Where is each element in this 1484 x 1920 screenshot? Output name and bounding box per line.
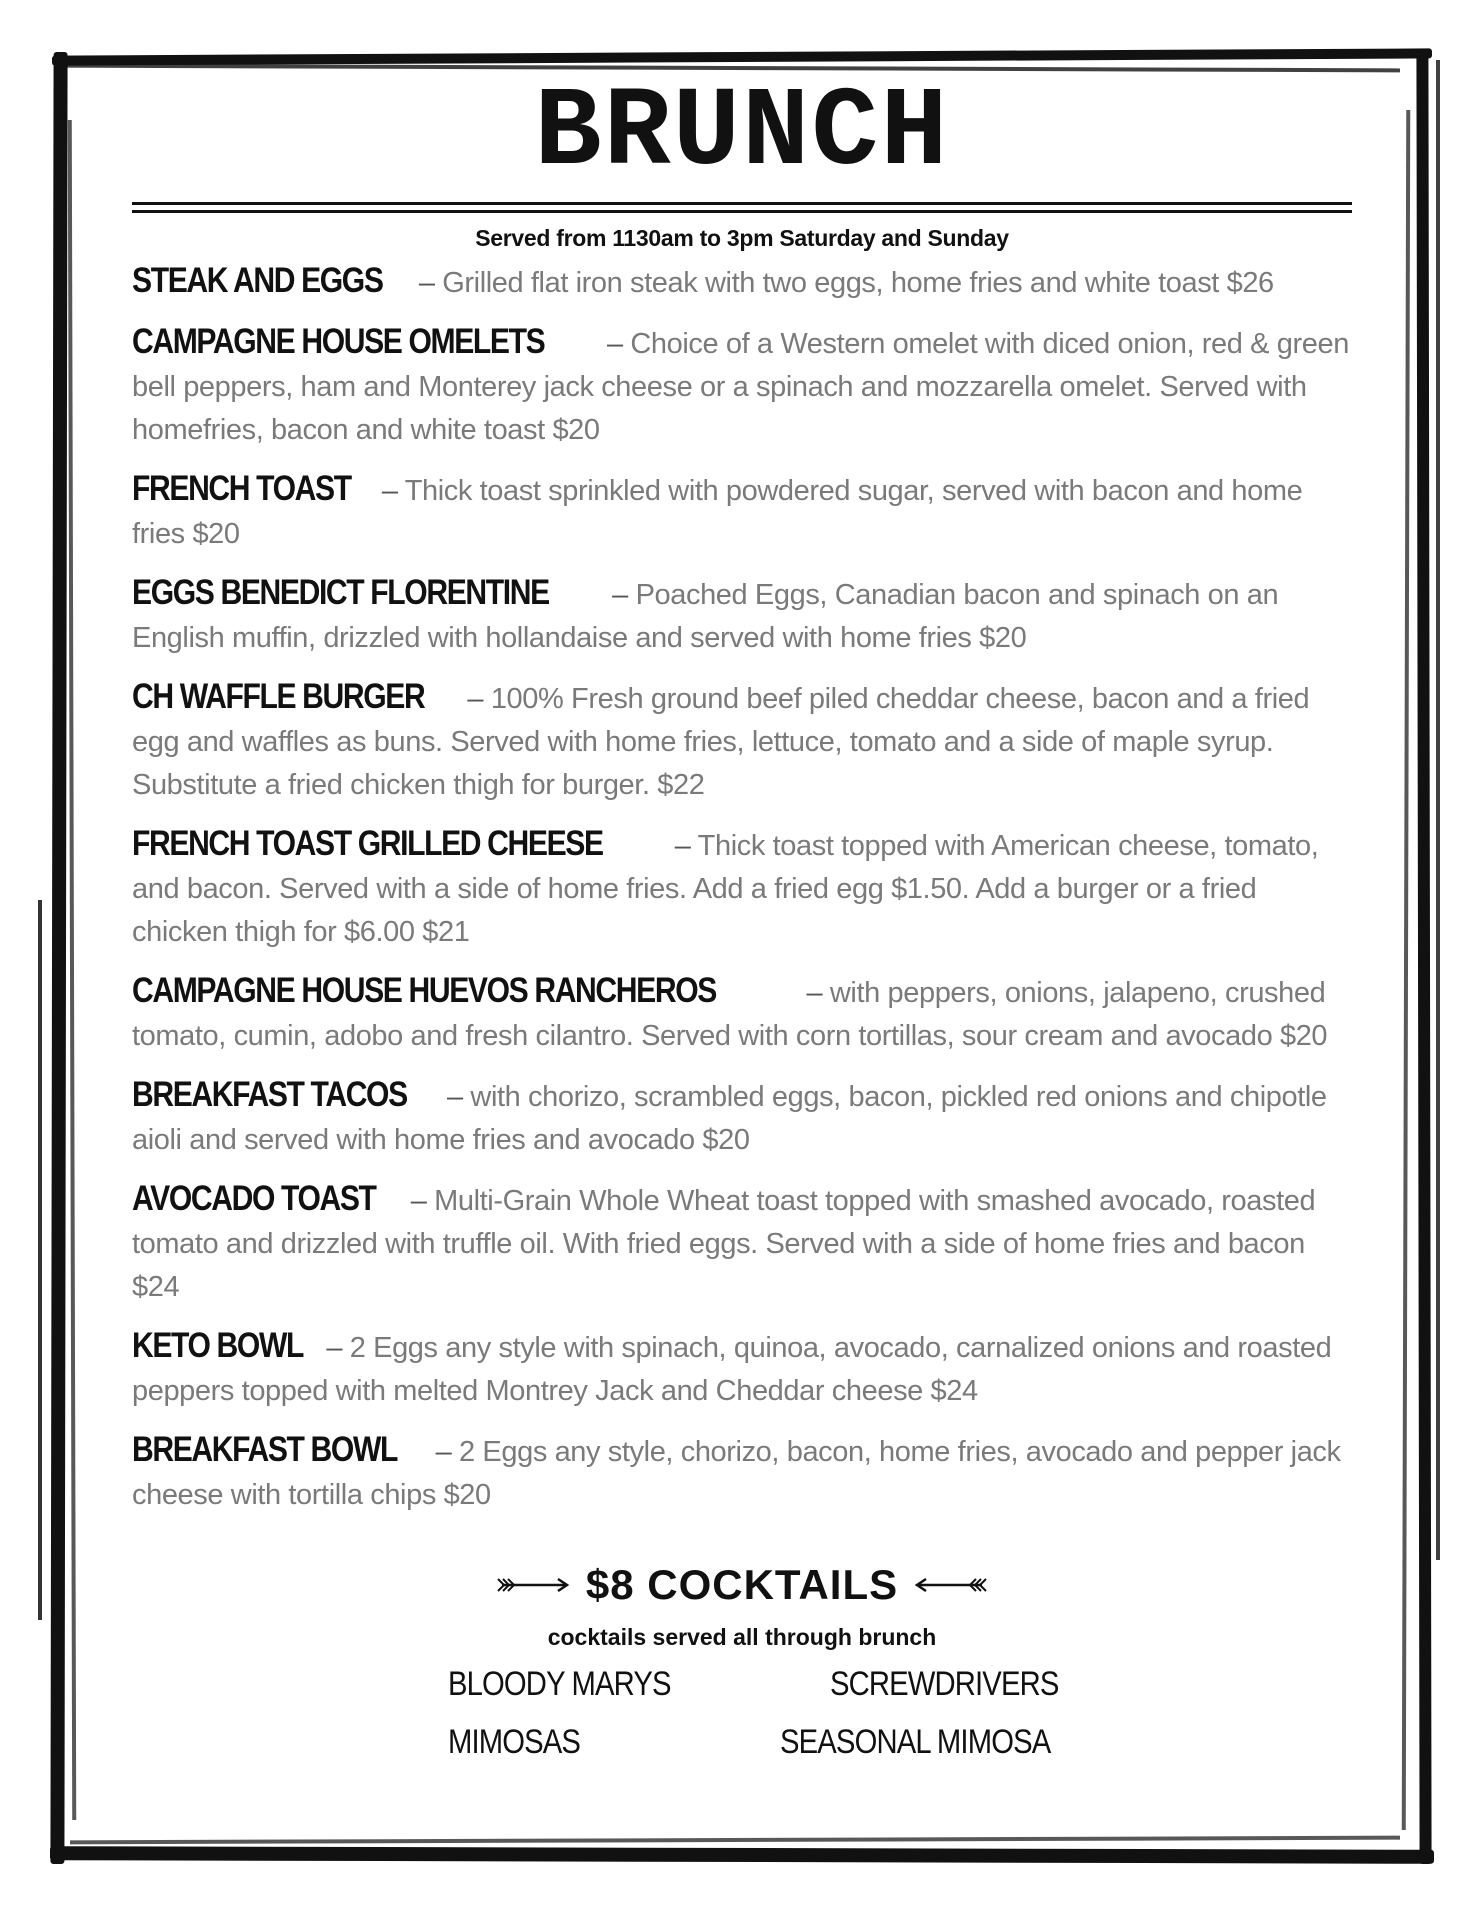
cocktails-section <box>132 1557 1352 1785</box>
item-description: 100% Fresh ground beef piled cheddar cheese, bacon and a fried egg and waffles as buns. Served with home fries, lettuce, tomato and a side of maple syrup. Substitute a fried chicken thigh for burger. $22 <box>132 683 1310 801</box>
item-name: EGGS BENEDICT FLORENTINE <box>132 573 549 612</box>
cocktails-subtitle: cocktails served all through brunch <box>547 1624 937 1650</box>
item-description: Choice of a Western omelet with diced onion, red & green bell peppers, ham and Monterey jack cheese or a spinach and mozzarella omelet. Served with homefries, bacon and white toast $20 <box>132 328 1349 446</box>
item-name: BREAKFAST BOWL <box>132 1430 398 1469</box>
frame-border-right <box>1416 50 1431 1864</box>
menu-item <box>132 675 1352 807</box>
menu-items <box>132 259 1352 1517</box>
item-name: KETO BOWL <box>132 1326 304 1365</box>
item-description: Thick toast topped with American cheese, tomato, and bacon. Served with a side of home fries. Add a fried egg $1.50. Add a burger or a fried chicken thigh for $6.00 $21 <box>132 830 1319 948</box>
item-dash: – <box>674 830 691 862</box>
cocktails-list <box>132 1665 1352 1785</box>
item-dash: – <box>410 1185 427 1217</box>
item-dash: – <box>326 1332 343 1364</box>
frame-border-top <box>52 48 1432 65</box>
menu-item <box>132 259 1352 305</box>
item-description: Thick toast sprinkled with powdered sugar, served with bacon and home fries $20 <box>132 475 1303 550</box>
item-name: CAMPAGNE HOUSE HUEVOS RANCHEROS <box>132 971 716 1010</box>
menu-item <box>132 1073 1352 1162</box>
frame-border-bottom-inner <box>70 1836 1400 1845</box>
item-description: Grilled flat iron steak with two eggs, home fries and white toast $26 <box>442 267 1274 299</box>
frame-border-right-outer <box>1436 60 1440 1560</box>
item-dash: – <box>612 579 628 611</box>
frame-border-left-inner <box>68 120 76 1820</box>
menu-item <box>132 1177 1352 1309</box>
item-dash: – <box>447 1081 463 1113</box>
menu-item <box>132 969 1352 1058</box>
frame-border-left <box>50 52 67 1864</box>
item-name: FRENCH TOAST GRILLED CHEESE <box>132 824 603 863</box>
menu-content <box>132 70 1352 1785</box>
menu-item <box>132 1428 1352 1517</box>
menu-title: BRUNCH <box>534 70 950 197</box>
serving-hours: Served from 1130am to 3pm Saturday and Sunday <box>475 225 1009 251</box>
item-dash: – <box>418 267 435 299</box>
item-name: BREAKFAST TACOS <box>132 1075 407 1114</box>
cocktail-item: MIMOSAS <box>448 1723 581 1761</box>
item-name: FRENCH TOAST <box>132 469 351 508</box>
frame-border-bottom <box>50 1846 1434 1864</box>
item-description: 2 Eggs any style with spinach, quinoa, avocado, carnalized onions and roasted peppers topped with melted Montrey Jack and Cheddar cheese $24 <box>132 1332 1332 1407</box>
cocktail-item: BLOODY MARYS <box>448 1665 671 1703</box>
item-description: with peppers, onions, jalapeno, crushed tomato, cumin, adobo and fresh cilantro. Served with corn tortillas, sour cream and avocado $20 <box>132 977 1328 1052</box>
menu-item <box>132 320 1352 452</box>
menu-item <box>132 1324 1352 1413</box>
menu-item <box>132 571 1352 660</box>
item-description: Poached Eggs, Canadian bacon and spinach on an English muffin, drizzled with hollandaise and served with home fries $20 <box>132 579 1279 654</box>
frame-border-right-inner <box>1402 110 1411 1830</box>
menu-item <box>132 467 1352 556</box>
item-dash: – <box>381 475 398 507</box>
item-dash: – <box>606 328 623 360</box>
cocktail-item: SEASONAL MIMOSA <box>780 1723 1051 1761</box>
item-name: CAMPAGNE HOUSE OMELETS <box>132 322 545 361</box>
item-description: Multi-Grain Whole Wheat toast topped with smashed avocado, roasted tomato and drizzled with truffle oil. With fried eggs. Served with a side of home fries and bacon $24 <box>132 1185 1316 1303</box>
cocktails-header <box>132 1557 1352 1613</box>
item-dash: – <box>806 977 823 1009</box>
item-name: AVOCADO TOAST <box>132 1179 376 1218</box>
item-dash: – <box>435 1436 452 1468</box>
item-description: with chorizo, scrambled eggs, bacon, pickled red onions and chipotle aioli and served with home fries and avocado $20 <box>132 1081 1327 1156</box>
arrow-right-icon <box>496 1575 572 1595</box>
item-name: STEAK AND EGGS <box>132 261 383 300</box>
arrow-left-icon <box>912 1575 988 1595</box>
frame-border-left-outer <box>38 900 42 1620</box>
item-name: CH WAFFLE BURGER <box>132 677 425 716</box>
menu-item <box>132 822 1352 954</box>
title-rule-second <box>132 210 1352 213</box>
cocktail-item: SCREWDRIVERS <box>830 1665 1059 1703</box>
cocktails-title: $8 COCKTAILS <box>585 1561 899 1608</box>
title-rule <box>132 202 1352 205</box>
item-description: 2 Eggs any style, chorizo, bacon, home fries, avocado and pepper jack cheese with tortilla chips $20 <box>132 1436 1341 1511</box>
item-dash: – <box>467 683 484 715</box>
